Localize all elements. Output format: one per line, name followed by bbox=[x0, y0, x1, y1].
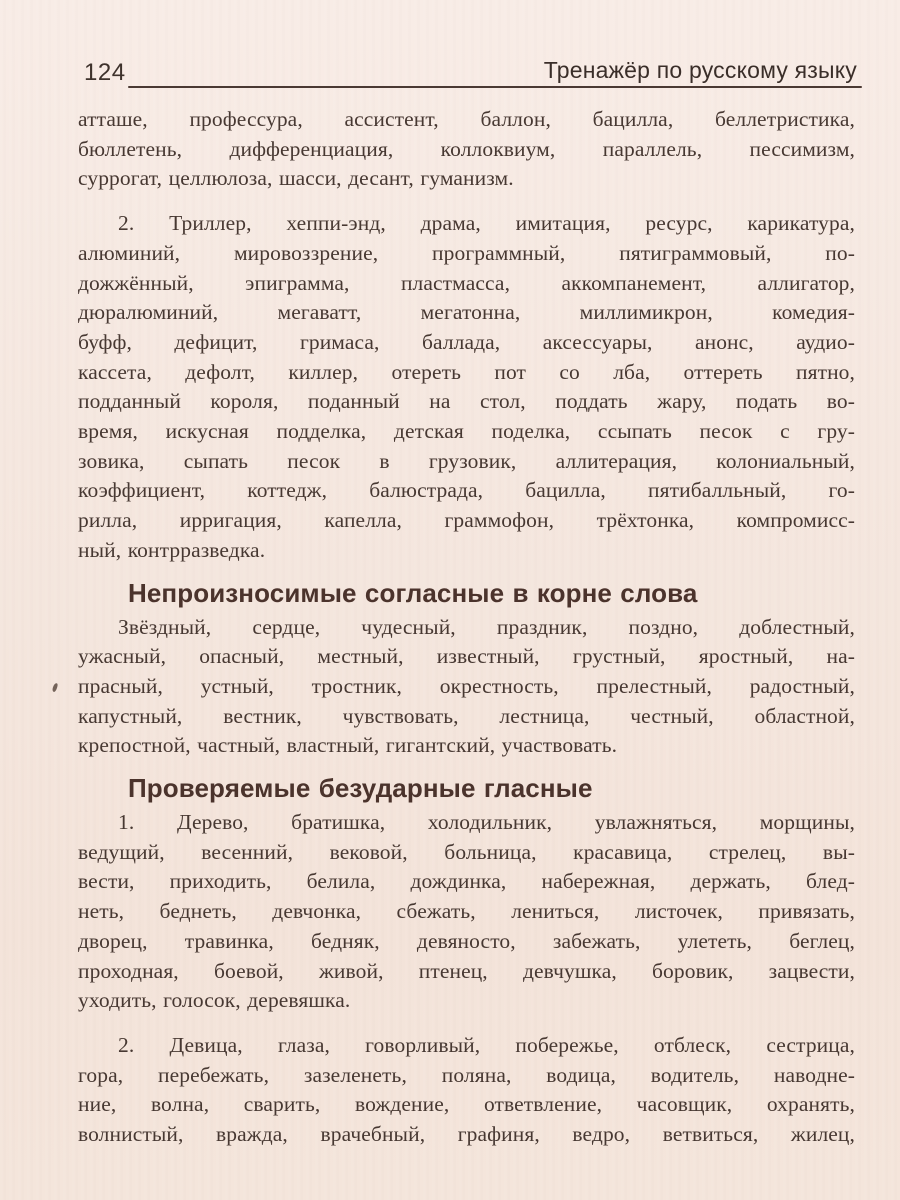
header-rule bbox=[128, 86, 862, 89]
page-number: 124 bbox=[84, 59, 126, 86]
text-line: вести, приходить, белила, дождинка, набережная, держать, блед- bbox=[78, 869, 855, 894]
text-line: кассета, дефолт, киллер, отереть пот со лба, оттереть пятно, bbox=[78, 359, 855, 384]
paragraph-word-list-2 bbox=[78, 209, 855, 565]
text-line: рилла, ирригация, капелла, граммофон, трёхтонка, компромисс- bbox=[78, 508, 855, 533]
paragraph-unstressed-vowels-2 bbox=[78, 1031, 855, 1150]
text-line: алюминий, мировоззрение, программный, пятиграммовый, по- bbox=[78, 240, 855, 265]
text-line: Звёздный, сердце, чудесный, праздник, поздно, доблестный, bbox=[118, 614, 855, 639]
text-line: время, искусная подделка, детская поделка, ссыпать песок с гру- bbox=[78, 419, 855, 444]
text-line: крепостной, частный, властный, гигантский, участвовать. bbox=[78, 733, 618, 758]
text-line: дворец, травинка, бедняк, девяносто, забежать, улететь, беглец, bbox=[78, 928, 855, 953]
section-heading-unstressed-vowels: Проверяемые безударные гласные bbox=[128, 773, 593, 804]
running-title: Тренажёр по русскому языку bbox=[543, 57, 857, 83]
text-line: волнистый, вражда, врачебный, графиня, ведро, ветвиться, жилец, bbox=[78, 1122, 855, 1147]
page-body bbox=[78, 105, 855, 1150]
text-line: ние, волна, сварить, вождение, ответвление, часовщик, охранять, bbox=[78, 1092, 855, 1117]
text-line: дожжённый, эпиграмма, пластмасса, аккомпанемент, аллигатор, bbox=[78, 270, 855, 295]
text-line: 2. Триллер, хеппи-энд, драма, имитация, ресурс, карикатура, bbox=[118, 211, 855, 236]
text-line: ведущий, весенний, вековой, больница, красавица, стрелец, вы- bbox=[78, 839, 855, 864]
text-line: подданный короля, поданный на стол, поддать жару, подать во- bbox=[78, 389, 855, 414]
text-line: 1. Дерево, братишка, холодильник, увлажняться, морщины, bbox=[118, 810, 855, 835]
text-line: 2. Девица, глаза, говорливый, побережье, отблеск, сестрица, bbox=[118, 1032, 855, 1057]
paragraph-borrowed-words-continuation bbox=[78, 105, 855, 194]
text-line: буфф, дефицит, гримаса, баллада, аксессуары, анонс, аудио- bbox=[78, 329, 855, 354]
paragraph-unstressed-vowels-1 bbox=[78, 808, 855, 1016]
paragraph-silent-consonants bbox=[78, 613, 855, 762]
text-line: коэффициент, коттедж, балюстрада, бацилла, пятибалльный, го- bbox=[78, 478, 855, 503]
text-line: атташе, профессура, ассистент, баллон, бацилла, беллетристика, bbox=[78, 107, 855, 131]
text-line: зовика, сыпать песок в грузовик, аллитерация, колониальный, bbox=[78, 448, 855, 473]
text-line: уходить, голосок, деревяшка. bbox=[78, 988, 351, 1013]
text-line: прасный, устный, тростник, окрестность, прелестный, радостный, bbox=[78, 673, 855, 698]
text-line: ный, контрразведка. bbox=[78, 537, 266, 562]
text-line: гора, перебежать, зазеленеть, поляна, водица, водитель, наводне- bbox=[78, 1062, 855, 1087]
text-line: ужасный, опасный, местный, известный, грустный, яростный, на- bbox=[78, 644, 855, 669]
text-line: неть, беднеть, девчонка, сбежать, лениться, листочек, привязать, bbox=[78, 899, 855, 924]
page-header bbox=[78, 58, 855, 88]
text-line: капустный, вестник, чувствовать, лестница, честный, областной, bbox=[78, 703, 855, 728]
ink-fleck bbox=[52, 683, 59, 693]
text-line: бюллетень, дифференциация, коллоквиум, параллель, пессимизм, bbox=[78, 136, 855, 161]
section-heading-silent-consonants: Непроизносимые согласные в корне слова bbox=[128, 577, 698, 608]
text-line: суррогат, целлюлоза, шасси, десант, гуманизм. bbox=[78, 166, 514, 191]
text-line: дюралюминий, мегаватт, мегатонна, миллимикрон, комедия- bbox=[78, 300, 855, 325]
text-line: проходная, боевой, живой, птенец, девчушка, боровик, зацвести, bbox=[78, 958, 855, 983]
